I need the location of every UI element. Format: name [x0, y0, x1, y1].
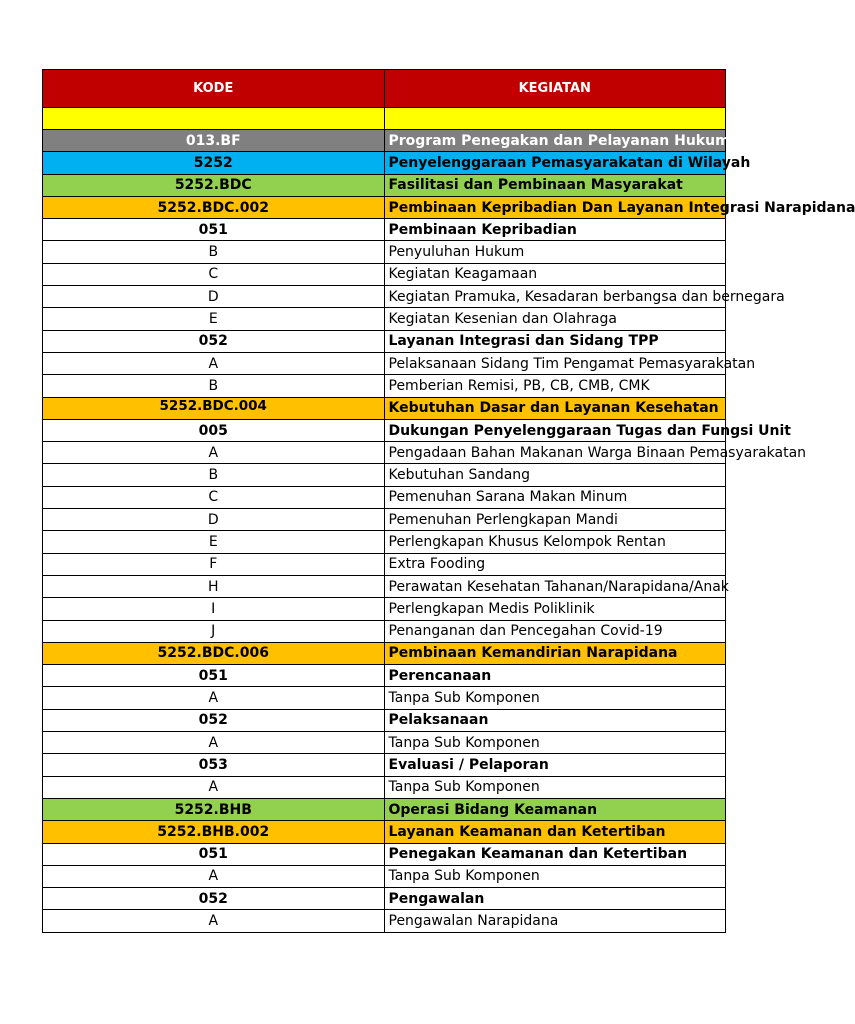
cell-kode[interactable]: A [43, 352, 385, 374]
cell-kegiatan[interactable]: Extra Fooding [384, 553, 726, 575]
table-row [43, 419, 726, 441]
cell-kegiatan[interactable]: Pelaksanaan [384, 709, 726, 731]
cell-kegiatan[interactable]: Fasilitasi dan Pembinaan Masyarakat [384, 174, 726, 196]
table-row [43, 263, 726, 285]
table-row [43, 598, 726, 620]
table-row [43, 509, 726, 531]
table-row [43, 486, 726, 508]
cell-kegiatan[interactable]: Pengawalan Narapidana [384, 910, 726, 932]
cell-kegiatan[interactable]: Kegiatan Pramuka, Kesadaran berbangsa dan bernegara [384, 286, 726, 308]
table-row [43, 130, 726, 152]
cell-kegiatan[interactable]: Perencanaan [384, 665, 726, 687]
table-row [43, 375, 726, 397]
cell-kegiatan[interactable]: Penyelenggaraan Pemasyarakatan di Wilayah [384, 152, 726, 174]
cell-kode[interactable]: A [43, 865, 385, 887]
cell-kegiatan[interactable]: Kegiatan Kesenian dan Olahraga [384, 308, 726, 330]
cell-kegiatan[interactable]: Pemenuhan Perlengkapan Mandi [384, 509, 726, 531]
table-row [43, 709, 726, 731]
cell-kode[interactable] [43, 397, 385, 419]
cell-kode[interactable]: 052 [43, 888, 385, 910]
table-body [43, 108, 855, 933]
table-row [43, 108, 726, 130]
cell-kode[interactable]: A [43, 732, 385, 754]
cell-kode[interactable] [43, 108, 385, 130]
cell-kode[interactable]: 053 [43, 754, 385, 776]
cell-kegiatan[interactable]: Pengadaan Bahan Makanan Warga Binaan Pemasyarakatan [384, 442, 726, 464]
cell-kode[interactable]: A [43, 776, 385, 798]
table-row [43, 442, 726, 464]
cell-kode[interactable]: A [43, 687, 385, 709]
cell-kode[interactable]: C [43, 263, 385, 285]
kegiatan-table [42, 69, 855, 933]
cell-kode[interactable]: 052 [43, 330, 385, 352]
cell-kegiatan[interactable]: Pemberian Remisi, PB, CB, CMB, CMK [384, 375, 726, 397]
cell-kegiatan[interactable]: Penanganan dan Pencegahan Covid-19 [384, 620, 726, 642]
cell-kegiatan[interactable]: Pembinaan Kepribadian Dan Layanan Integrasi Narapidana [384, 196, 726, 218]
table-row [43, 174, 726, 196]
header-kode[interactable]: KODE [43, 70, 385, 108]
table-row [43, 352, 726, 374]
table-row [43, 397, 726, 419]
cell-kode[interactable]: 013.BF [43, 130, 385, 152]
cell-kode[interactable]: 5252.BDC.002 [43, 196, 385, 218]
table-row [43, 620, 726, 642]
cell-kegiatan[interactable]: Perlengkapan Khusus Kelompok Rentan [384, 531, 726, 553]
cell-kode[interactable]: 051 [43, 219, 385, 241]
table-row [43, 687, 726, 709]
cell-kode[interactable]: 5252.BHB.002 [43, 821, 385, 843]
table-row [43, 865, 726, 887]
cell-kegiatan[interactable]: Tanpa Sub Komponen [384, 687, 726, 709]
header-row [43, 70, 726, 108]
cell-kegiatan[interactable]: Operasi Bidang Keamanan [384, 798, 726, 820]
cell-kode[interactable]: H [43, 575, 385, 597]
table-row [43, 754, 726, 776]
table-row [43, 330, 726, 352]
cell-kode[interactable]: F [43, 553, 385, 575]
cell-kegiatan[interactable]: Pengawalan [384, 888, 726, 910]
table-row [43, 152, 726, 174]
cell-kode-wrapped-text: 5252.BDC.004 [159, 397, 267, 414]
cell-kode[interactable]: 5252.BDC [43, 174, 385, 196]
cell-kode[interactable]: C [43, 486, 385, 508]
cell-kegiatan[interactable]: Tanpa Sub Komponen [384, 732, 726, 754]
table-row [43, 642, 726, 664]
cell-kode[interactable]: 052 [43, 709, 385, 731]
table-row [43, 798, 726, 820]
cell-kegiatan[interactable]: Dukungan Penyelenggaraan Tugas dan Fungsi Unit [384, 419, 726, 441]
table-row [43, 888, 726, 910]
cell-kode[interactable]: B [43, 464, 385, 486]
cell-kegiatan[interactable]: Tanpa Sub Komponen [384, 865, 726, 887]
table-row [43, 821, 726, 843]
cell-kegiatan[interactable]: Layanan Keamanan dan Ketertiban [384, 821, 726, 843]
cell-kode[interactable]: E [43, 531, 385, 553]
table-row [43, 553, 726, 575]
table-row [43, 219, 726, 241]
cell-kegiatan[interactable]: Layanan Integrasi dan Sidang TPP [384, 330, 726, 352]
table-row [43, 776, 726, 798]
table-row [43, 464, 726, 486]
cell-kode[interactable]: 005 [43, 419, 385, 441]
cell-kode[interactable]: D [43, 286, 385, 308]
table-row [43, 843, 726, 865]
cell-kode[interactable]: D [43, 509, 385, 531]
cell-kegiatan[interactable]: Penyuluhan Hukum [384, 241, 726, 263]
cell-kegiatan[interactable]: Pelaksanaan Sidang Tim Pengamat Pemasyarakatan [384, 352, 726, 374]
cell-kode[interactable]: 051 [43, 843, 385, 865]
cell-kegiatan[interactable]: Pembinaan Kepribadian [384, 219, 726, 241]
cell-kegiatan[interactable]: Kebutuhan Sandang [384, 464, 726, 486]
cell-kegiatan[interactable] [384, 108, 726, 130]
cell-kegiatan[interactable]: Pembinaan Kemandirian Narapidana [384, 642, 726, 664]
table-row [43, 732, 726, 754]
cell-kegiatan[interactable]: Pemenuhan Sarana Makan Minum [384, 486, 726, 508]
cell-kode[interactable]: B [43, 375, 385, 397]
table-row [43, 575, 726, 597]
cell-kode[interactable]: 5252 [43, 152, 385, 174]
header-kegiatan[interactable]: KEGIATAN [384, 70, 726, 108]
table-row [43, 286, 726, 308]
cell-kegiatan[interactable]: Tanpa Sub Komponen [384, 776, 726, 798]
cell-kegiatan[interactable]: Program Penegakan dan Pelayanan Hukum [384, 130, 726, 152]
cell-kode[interactable]: B [43, 241, 385, 263]
cell-kode[interactable]: 5252.BDC.006 [43, 642, 385, 664]
table-row [43, 910, 726, 932]
cell-kegiatan[interactable]: Kebutuhan Dasar dan Layanan Kesehatan [384, 397, 726, 419]
cell-kode[interactable]: A [43, 442, 385, 464]
cell-kode[interactable]: J [43, 620, 385, 642]
cell-kode[interactable]: I [43, 598, 385, 620]
cell-kode[interactable]: 051 [43, 665, 385, 687]
cell-kegiatan[interactable]: Kegiatan Keagamaan [384, 263, 726, 285]
cell-kegiatan[interactable]: Penegakan Keamanan dan Ketertiban [384, 843, 726, 865]
cell-kegiatan[interactable]: Evaluasi / Pelaporan [384, 754, 726, 776]
cell-kode[interactable]: E [43, 308, 385, 330]
cell-kode[interactable]: 5252.BHB [43, 798, 385, 820]
table-row [43, 531, 726, 553]
table-row [43, 665, 726, 687]
table-row [43, 308, 726, 330]
cell-kode[interactable]: A [43, 910, 385, 932]
cell-kegiatan[interactable]: Perlengkapan Medis Poliklinik [384, 598, 726, 620]
table-row [43, 196, 726, 218]
table-row [43, 241, 726, 263]
cell-kegiatan[interactable]: Perawatan Kesehatan Tahanan/Narapidana/Anak [384, 575, 726, 597]
